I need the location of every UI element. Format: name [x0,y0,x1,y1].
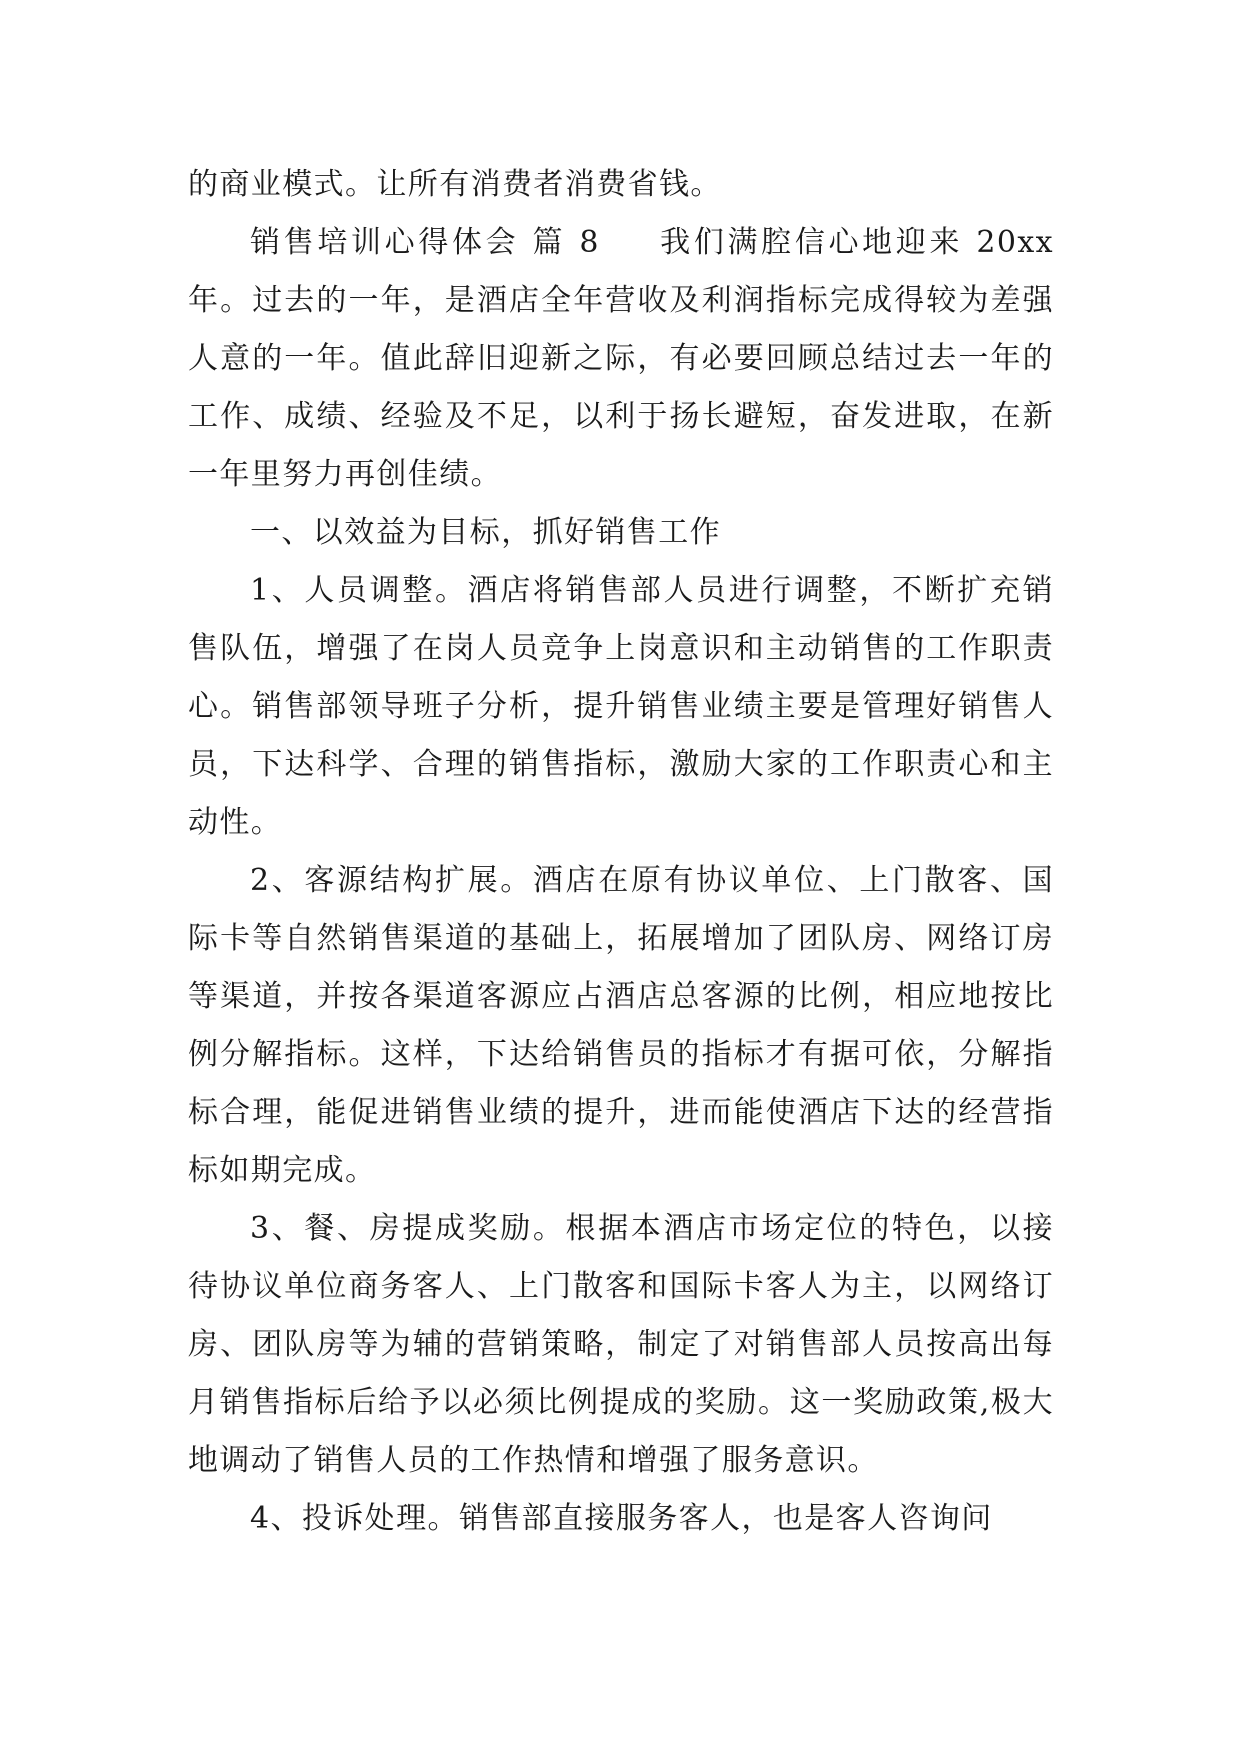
paragraph-text: 我们满腔信心地迎来 20xx 年。过去的一年，是酒店全年营收及利润指标完成得较为差强人意的一年。值此辞旧迎新之际，有必要回顾总结过去一年的工作、成绩、经验及不足，以利于扬长避短，奋发进取，在新一年里努力再创佳绩。 [188,225,1054,492]
paragraph-section-8 [188,214,1054,504]
paragraph-text: 1、人员调整。酒店将销售部人员进行调整，不断扩充销售队伍，增强了在岗人员竞争上岗意识和主动销售的工作职责心。销售部领导班子分析，提升销售业绩主要是管理好销售人员，下达科学、合理的销售指标，激励大家的工作职责心和主动性。 [188,573,1054,840]
subheading-sales-work [188,504,1054,562]
section-heading: 销售培训心得体会 篇 8 [250,225,600,260]
paragraph-text: 4、投诉处理。销售部直接服务客人，也是客人咨询问 [250,1501,993,1536]
paragraph-complaint-handling [188,1490,1054,1548]
subheading-text: 一、以效益为目标，抓好销售工作 [250,515,721,550]
paragraph-customer-source [188,852,1054,1200]
paragraph-text: 3、餐、房提成奖励。根据本酒店市场定位的特色，以接待协议单位商务客人、上门散客和国际卡客人为主，以网络订房、团队房等为辅的营销策略，制定了对销售部人员按高出每月销售指标后给予以必须比例提成的奖励。这一奖励政策,极大地调动了销售人员的工作热情和增强了服务意识。 [188,1211,1054,1478]
paragraph-text: 2、客源结构扩展。酒店在原有协议单位、上门散客、国际卡等自然销售渠道的基础上，拓展增加了团队房、网络订房等渠道，并按各渠道客源应占酒店总客源的比例，相应地按比例分解指标。这样，下达给销售员的指标才有据可依，分解指标合理，能促进销售业绩的提升，进而能使酒店下达的经营指标如期完成。 [188,863,1054,1188]
paragraph-staff-adjustment [188,562,1054,852]
paragraph-commission-reward [188,1200,1054,1490]
paragraph-continuation [188,156,1054,214]
paragraph-text: 的商业模式。让所有消费者消费省钱。 [188,167,722,202]
document-body [188,156,1054,1548]
